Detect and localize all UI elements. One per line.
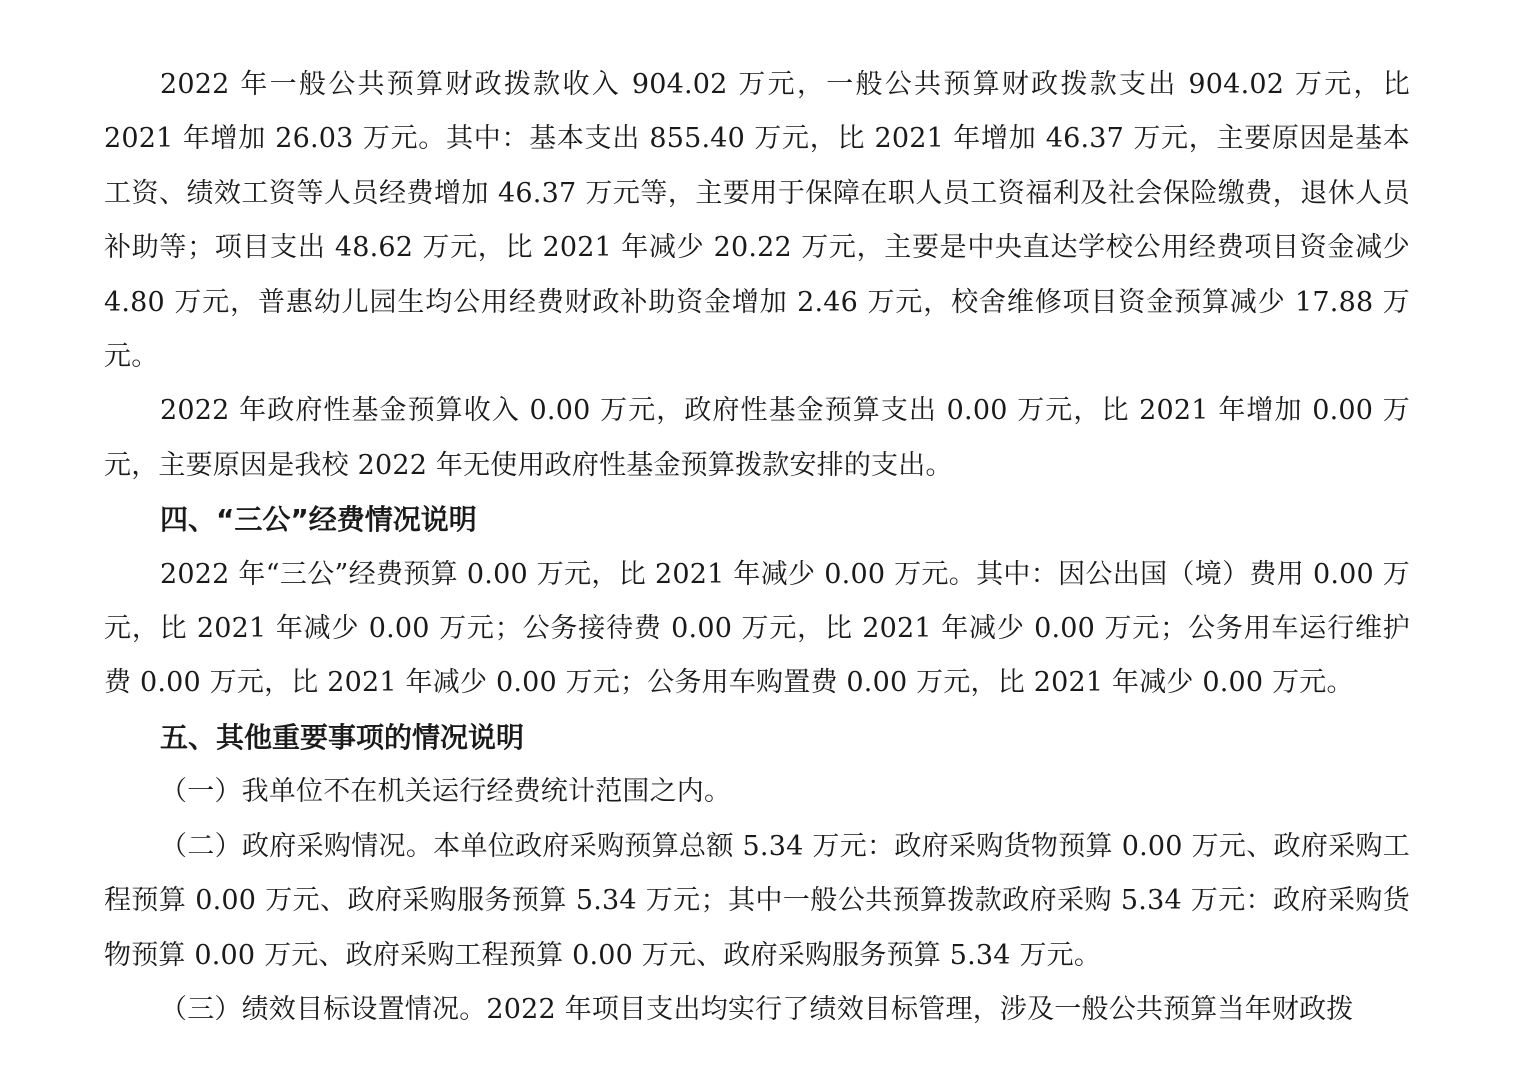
section-heading-other-matters: 五、其他重要事项的情况说明 (160, 720, 525, 754)
section-heading-three-public: 四、“三公”经费情况说明 (160, 503, 477, 537)
document-page (104, 58, 1410, 1037)
paragraph-item-1: （一）我单位不在机关运行经费统计范围之内。 (160, 776, 732, 808)
paragraph-government-fund: 2022 年政府性基金预算收入 0.00 万元，政府性基金预算支出 0.00 万元，比 2021 年增加 0.00 万元，主要原因是我校 2022 年无使用政府性基金预算拨款安排的支出。 (104, 395, 1410, 481)
paragraph-general-budget: 2022 年一般公共预算财政拨款收入 904.02 万元，一般公共预算财政拨款支出 904.02 万元，比 2021 年增加 26.03 万元。其中：基本支出 855.40 万元，比 2021 年增加 46.37 万元，主要原因是基本工资、绩效工资等人员经费增加 46.37 万元等，主要用于保障在职人员工资福利及社会保险缴费，退休人员补助等；项目支出 48.62 万元，比 2021 年减少 20.22 万元，主要是中央直达学校公用经费项目资金减少 4.80 万元，普惠幼儿园生均公用经费财政补助资金增加 2.46 万元，校舍维修项目资金预算减少 17.88 万元。 (104, 69, 1410, 373)
paragraph-three-public-expenses: 2022 年“三公”经费预算 0.00 万元，比 2021 年减少 0.00 万元。其中：因公出国（境）费用 0.00 万元，比 2021 年减少 0.00 万元；公务接待费 0.00 万元，比 2021 年减少 0.00 万元；公务用车运行维护费 0.00 万元，比 2021 年减少 0.00 万元；公务用车购置费 0.00 万元，比 2021 年减少 0.00 万元。 (104, 558, 1410, 699)
paragraph-item-2-procurement: （二）政府采购情况。本单位政府采购预算总额 5.34 万元：政府采购货物预算 0.00 万元、政府采购工程预算 0.00 万元、政府采购服务预算 5.34 万元；其中一般公共预算拨款政府采购 5.34 万元：政府采购货物预算 0.00 万元、政府采购工程预算 0.00 万元、政府采购服务预算 5.34 万元。 (104, 830, 1410, 971)
paragraph-item-3-performance: （三）绩效目标设置情况。2022 年项目支出均实行了绩效目标管理，涉及一般公共预算当年财政拨 (160, 993, 1354, 1025)
